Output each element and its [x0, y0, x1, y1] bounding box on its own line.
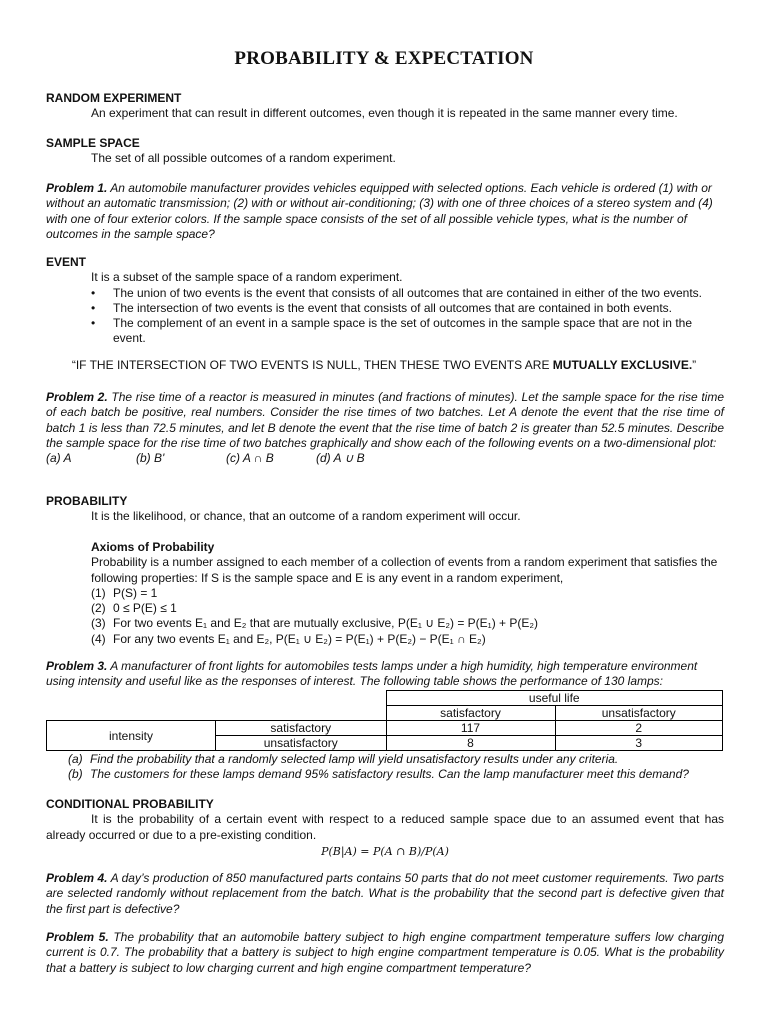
heading-axioms: Axioms of Probability — [91, 540, 215, 554]
mutually-exclusive-quote: “IF THE INTERSECTION OF TWO EVENTS IS NULL, THEN THESE TWO EVENTS ARE MUTUALLY EXCLUSIVE.” — [71, 358, 697, 372]
problem-4 — [46, 871, 724, 917]
axioms-section — [91, 540, 724, 647]
table-row — [47, 721, 723, 736]
problem-3-text: A manufacturer of front lights for automobiles tests lamps under a high humidity, high temperature environment using intensity and useful like as the responses of interest. The following table shows the performance of 130 lamps: — [46, 659, 698, 689]
problem-2-text: The rise time of a reactor is measured in minutes (and fractions of minutes). Let the sample space for the rise time of each batch be positive, real numbers. Consider the rise times of two batches. Let A denote the event that the rise time of batch 1 is less than 72.5 minutes, and let B denote the event that the rise time of batch 2 is greater than 52.5 minutes. Describe the sample space for the rise time of two batches graphically and show each of the following events on a two-dimensional plot: — [46, 390, 724, 450]
problem-1-label: Problem 1. — [46, 181, 108, 195]
mutually-exclusive-term: MUTUALLY EXCLUSIVE. — [552, 358, 693, 372]
problem-3-questions — [68, 752, 728, 783]
problem-1-text: An automobile manufacturer provides vehicles equipped with selected options. Each vehicle is ordered (1) with or without an automatic transmission; (2) with or without air-conditioning; (3) with one of three choices of a stereo system and (4) with one of four exterior colors. If the sample space consists of the set of all possible vehicle types, what is the number of outcomes in the sample space? — [46, 181, 713, 241]
section-probability — [46, 494, 724, 525]
list-item: (3) For two events E₁ and E₂ that are mutually exclusive, P(E₁ ∪ E₂) = P(E₁) + P(E₂) — [91, 616, 539, 631]
conditional-formula: P(B|A) = P(A ∩ B)/P(A) — [321, 844, 449, 858]
list-item: (a) Find the probability that a randomly selected lamp will yield unsatisfactory results under any criteria. — [68, 752, 619, 766]
section-random-experiment — [46, 91, 724, 122]
axioms-list — [91, 586, 724, 647]
list-item: • The intersection of two events is the event that consists of all outcomes that are contained in both events. — [91, 301, 724, 316]
definition-probability: It is the likelihood, or chance, that an outcome of a random experiment will occur. — [91, 509, 521, 524]
problem-3-label: Problem 3. — [46, 659, 108, 673]
table-cell: 117 — [386, 721, 555, 736]
definition-sample-space: The set of all possible outcomes of a random experiment. — [91, 151, 396, 166]
section-sample-space — [46, 136, 724, 167]
definition-event: It is a subset of the sample space of a random experiment. — [91, 270, 403, 285]
event-bullet-list — [46, 286, 724, 347]
option-c: (c) A ∩ B — [226, 451, 274, 466]
problem-4-label: Problem 4. — [46, 871, 108, 885]
list-item: (4) For any two events E₁ and E₂, P(E₁ ∪ E₂) = P(E₁) + P(E₂) − P(E₁ ∩ E₂) — [91, 631, 486, 646]
definition-random-experiment: An experiment that can result in different outcomes, even though it is repeated in the same manner every time. — [91, 106, 678, 121]
table-cell: 3 — [555, 736, 723, 751]
section-event — [46, 255, 724, 347]
problem-2-label: Problem 2. — [46, 390, 108, 404]
list-item: (1) P(S) = 1 — [91, 585, 158, 600]
list-item: • The complement of an event in a sample space is the set of outcomes in the sample space that are not in the event. — [91, 316, 724, 347]
option-b: (b) B' — [136, 451, 165, 466]
row-label: satisfactory — [216, 721, 387, 736]
section-conditional-probability — [46, 797, 724, 859]
page-title: PROBABILITY & EXPECTATION — [234, 48, 534, 69]
problem-2 — [46, 390, 724, 466]
problem-3 — [46, 659, 724, 690]
option-a: (a) A — [46, 451, 72, 466]
list-item: (2) 0 ≤ P(E) ≤ 1 — [91, 601, 177, 616]
table-cell: 8 — [386, 736, 555, 751]
axioms-intro: Probability is a number assigned to each member of a collection of events from a random experiment that satisfies the following properties: If S is the sample space and E is any event in a random experiment, — [91, 555, 718, 585]
row-label: unsatisfactory — [216, 736, 387, 751]
lamp-performance-table — [46, 690, 723, 751]
list-item: (b) The customers for these lamps demand 95% satisfactory results. Can the lamp manufacturer meet this demand? — [68, 767, 689, 782]
table-cell: 2 — [555, 721, 723, 736]
row-group-intensity: intensity — [47, 721, 216, 751]
heading-random-experiment: RANDOM EXPERIMENT — [46, 91, 182, 105]
col-header-unsatisfactory: unsatisfactory — [555, 706, 723, 721]
heading-sample-space: SAMPLE SPACE — [46, 136, 140, 150]
list-item: • The union of two events is the event that consists of all outcomes that are contained in either of the two events. — [91, 286, 724, 301]
problem-1 — [46, 181, 724, 242]
heading-conditional-probability: CONDITIONAL PROBABILITY — [46, 797, 214, 811]
problem-4-text: A day’s production of 850 manufactured parts contains 50 parts that do not meet customer requirements. Two parts are selected randomly without replacement from the batch. What is the probability that the second part is defective given that the first part is defective? — [46, 871, 724, 916]
problem-5-label: Problem 5. — [46, 930, 109, 944]
table-header-useful-life: useful life — [386, 691, 723, 706]
problem-2-options — [46, 451, 724, 466]
heading-probability: PROBABILITY — [46, 494, 128, 508]
problem-5 — [46, 930, 724, 976]
option-d: (d) A ∪ B — [316, 451, 365, 466]
heading-event: EVENT — [46, 255, 87, 269]
problem-5-text: The probability that an automobile battery subject to high engine compartment temperature suffers low charging current is 0.7. The probability that a battery is subject to high engine compartment temperature is 0.05. What is the probability that a battery is subject to low charging current and high engine compartment temperature? — [46, 930, 724, 975]
col-header-satisfactory: satisfactory — [386, 706, 555, 721]
definition-conditional-probability: It is the probability of a certain event with respect to a reduced sample space due to an assumed event that has already occurred or due to a pre-existing condition. — [46, 812, 724, 842]
